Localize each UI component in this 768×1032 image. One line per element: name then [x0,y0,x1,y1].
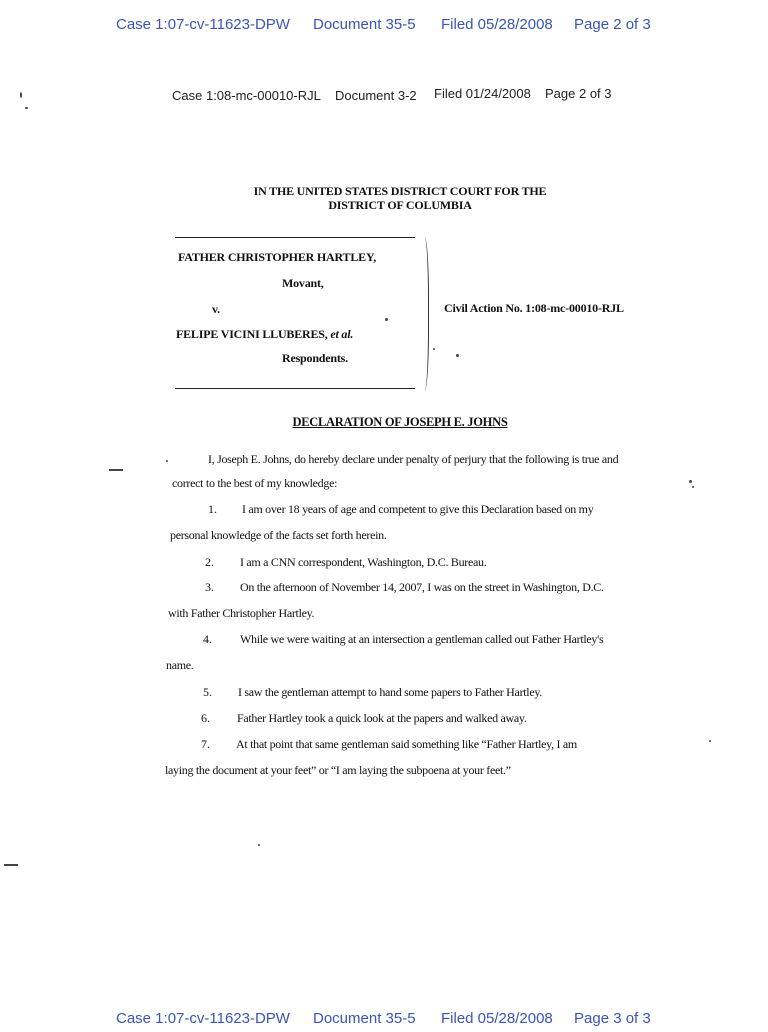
movant-name: FATHER CHRISTOPHER HARTLEY, [178,250,377,264]
scan-speck [385,318,388,321]
ecf-filed-date: Filed 05/28/2008 [441,16,553,33]
movant-role: Movant, [282,276,324,290]
paragraph-1-line-2: personal knowledge of the facts set forth herein. [170,528,387,542]
court-title [200,184,600,212]
respondent-name: FELIPE VICINI LLUBERES, et al. [176,327,354,341]
scan-speck [25,107,28,109]
paragraph-number: 4. [203,632,212,646]
scan-speck [20,92,22,98]
paragraph-number: 3. [205,580,214,594]
paragraph-number: 6. [201,711,210,725]
original-document-number: Document 3-2 [335,88,417,103]
paragraph-6-line-1: Father Hartley took a quick look at the papers and walked away. [237,711,527,725]
paragraph-3-line-1: On the afternoon of November 14, 2007, I was on the street in Washington, D.C. [240,580,604,594]
caption-brace [418,237,429,391]
intro-line-1: I, Joseph E. Johns, do hereby declare under penalty of perjury that the following is true and [208,452,619,466]
et-al-italic: et al. [330,327,354,341]
civil-action-number: Civil Action No. 1:08-mc-00010-RJL [444,301,624,315]
declaration-title: DECLARATION OF JOSEPH E. JOHNS [292,415,508,429]
ecf-header [0,16,768,38]
scan-speck [433,348,435,350]
ecf-filed-date: Filed 05/28/2008 [441,1010,553,1027]
paragraph-4-line-1: While we were waiting at an intersection a gentleman called out Father Hartley's [240,632,604,646]
ecf-page-number: Page 3 of 3 [574,1010,651,1027]
caption-top-rule [175,237,415,238]
scan-speck [456,354,459,357]
versus: v. [212,302,220,316]
scan-speck [4,864,18,866]
scan-speck [109,469,123,471]
paragraph-4-line-2: name. [166,658,194,672]
court-title-line-1: IN THE UNITED STATES DISTRICT COURT FOR THE [253,184,547,198]
paragraph-number: 2. [205,555,214,569]
ecf-case-number: Case 1:07-cv-11623-DPW [116,16,290,33]
original-header [0,86,768,106]
paragraph-number: 7. [201,737,210,751]
ecf-footer [0,1010,768,1032]
paragraph-1-line-1: I am over 18 years of age and competent to give this Declaration based on my [242,502,594,516]
ecf-document-number: Document 35-5 [313,1010,416,1027]
scan-speck [709,740,711,742]
respondent-role: Respondents. [282,351,348,365]
scan-speck [689,480,692,483]
paragraph-7-line-2: laying the document at your feet” or “I am laying the subpoena at your feet.” [165,763,511,777]
scan-speck [258,844,260,846]
paragraph-2-line-1: I am a CNN correspondent, Washington, D.C. Bureau. [240,555,487,569]
paragraph-3-line-2: with Father Christopher Hartley. [168,606,315,620]
paragraph-number: 5. [203,685,212,699]
court-title-line-2: DISTRICT OF COLUMBIA [328,198,472,212]
paragraph-number: 1. [208,502,217,516]
paragraph-5-line-1: I saw the gentleman attempt to hand some papers to Father Hartley. [238,685,542,699]
scan-speck [692,486,694,488]
ecf-page-number: Page 2 of 3 [574,16,651,33]
original-page-number: Page 2 of 3 [545,86,612,101]
original-case-number: Case 1:08-mc-00010-RJL [172,88,321,103]
scan-speck [166,460,168,462]
original-filed-date: Filed 01/24/2008 [434,86,531,101]
caption-bottom-rule [175,388,415,389]
ecf-case-number: Case 1:07-cv-11623-DPW [116,1010,290,1027]
paragraph-7-line-1: At that point that same gentleman said something like “Father Hartley, I am [236,737,577,751]
ecf-document-number: Document 35-5 [313,16,416,33]
intro-line-2: correct to the best of my knowledge: [172,476,338,490]
